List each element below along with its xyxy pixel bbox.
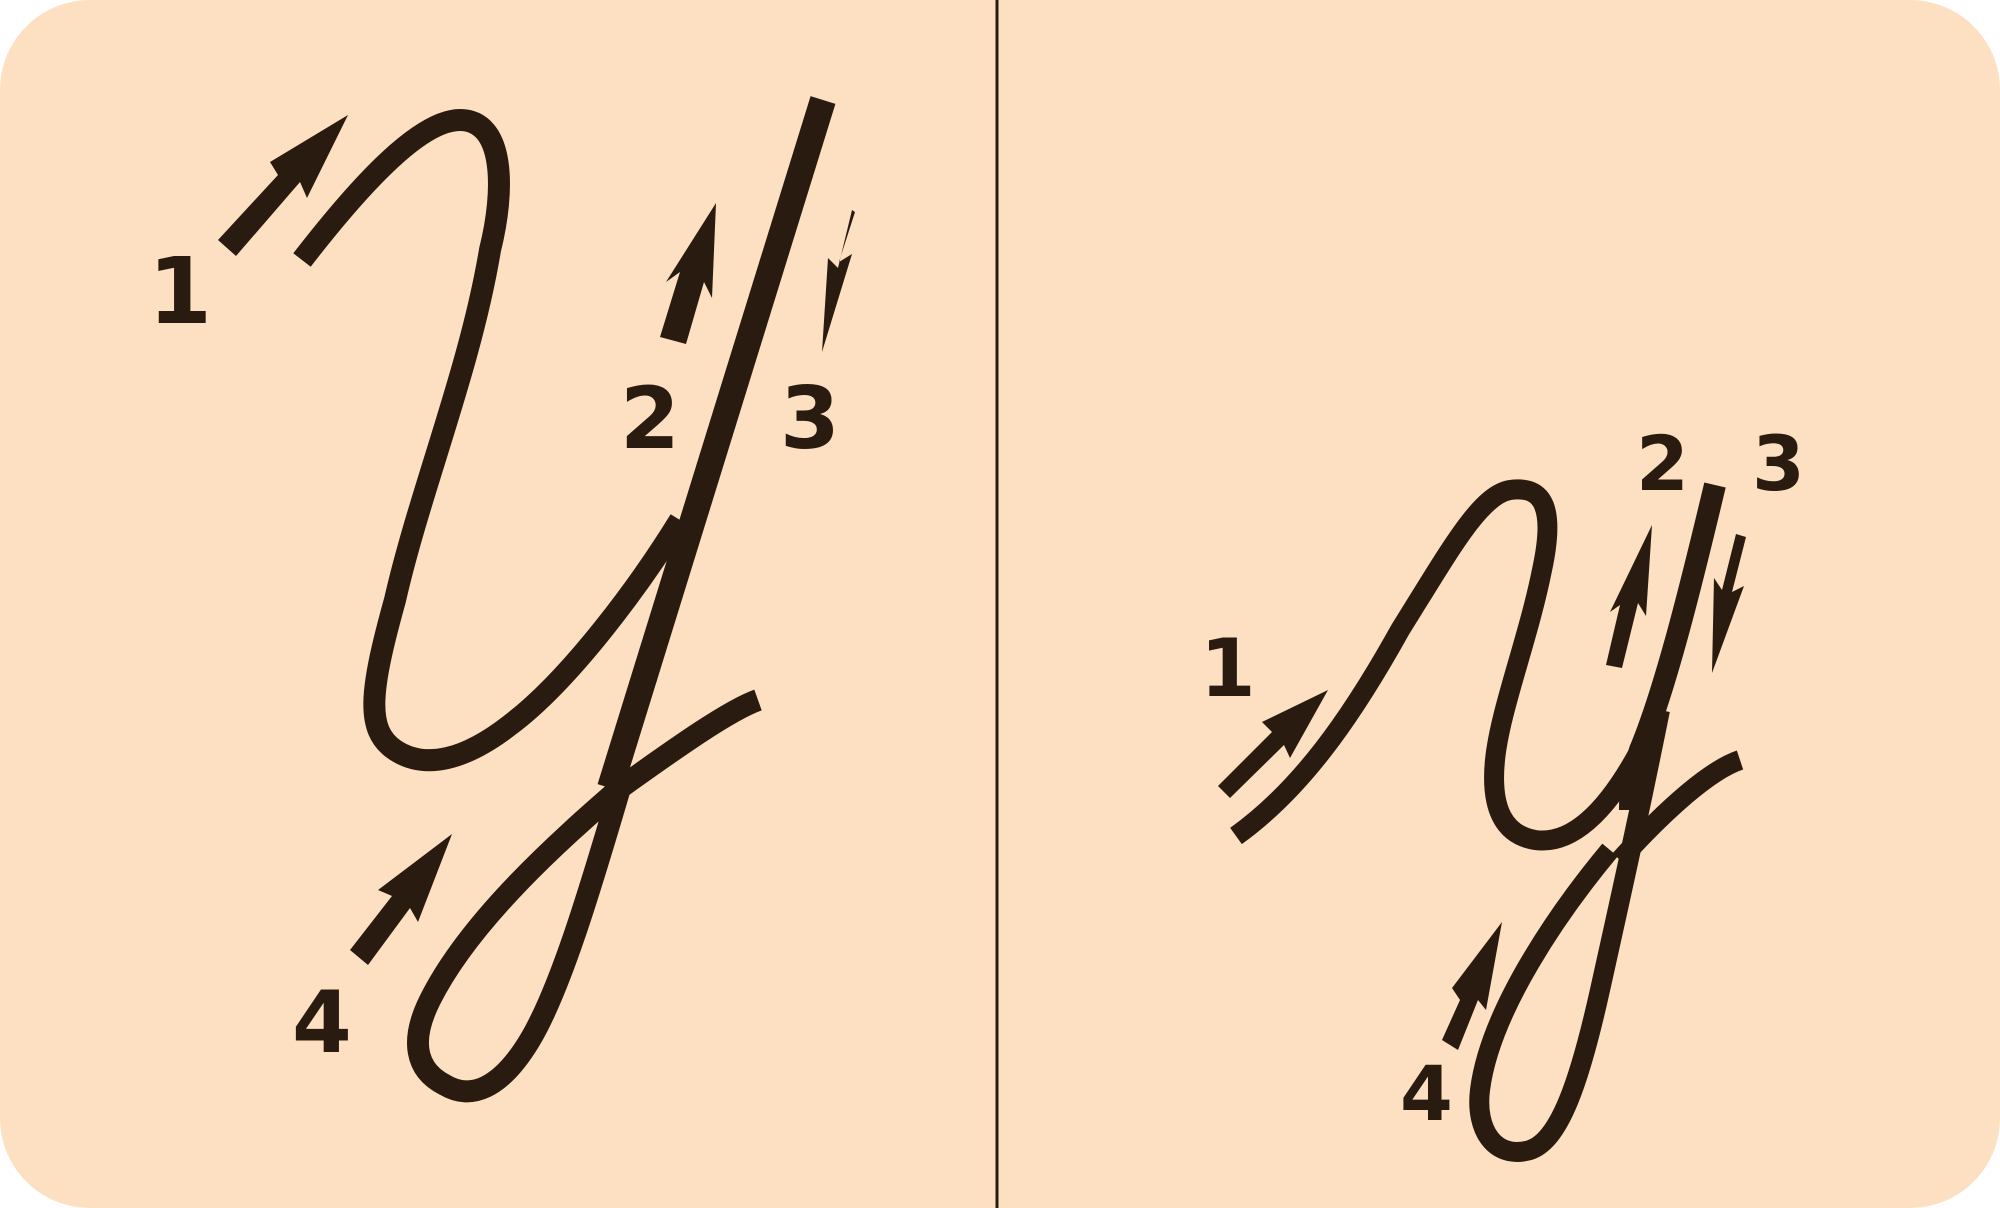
lowercase-number-2: 2	[1636, 419, 1689, 508]
capital-number-3: 3	[780, 369, 840, 469]
lowercase-number-4: 4	[1400, 1049, 1453, 1138]
capital-number-2: 2	[620, 369, 680, 469]
capital-number-4: 4	[292, 973, 352, 1073]
lowercase-number-1: 1	[1200, 622, 1256, 715]
capital-number-1: 1	[148, 238, 213, 345]
lowercase-number-3: 3	[1752, 419, 1805, 508]
